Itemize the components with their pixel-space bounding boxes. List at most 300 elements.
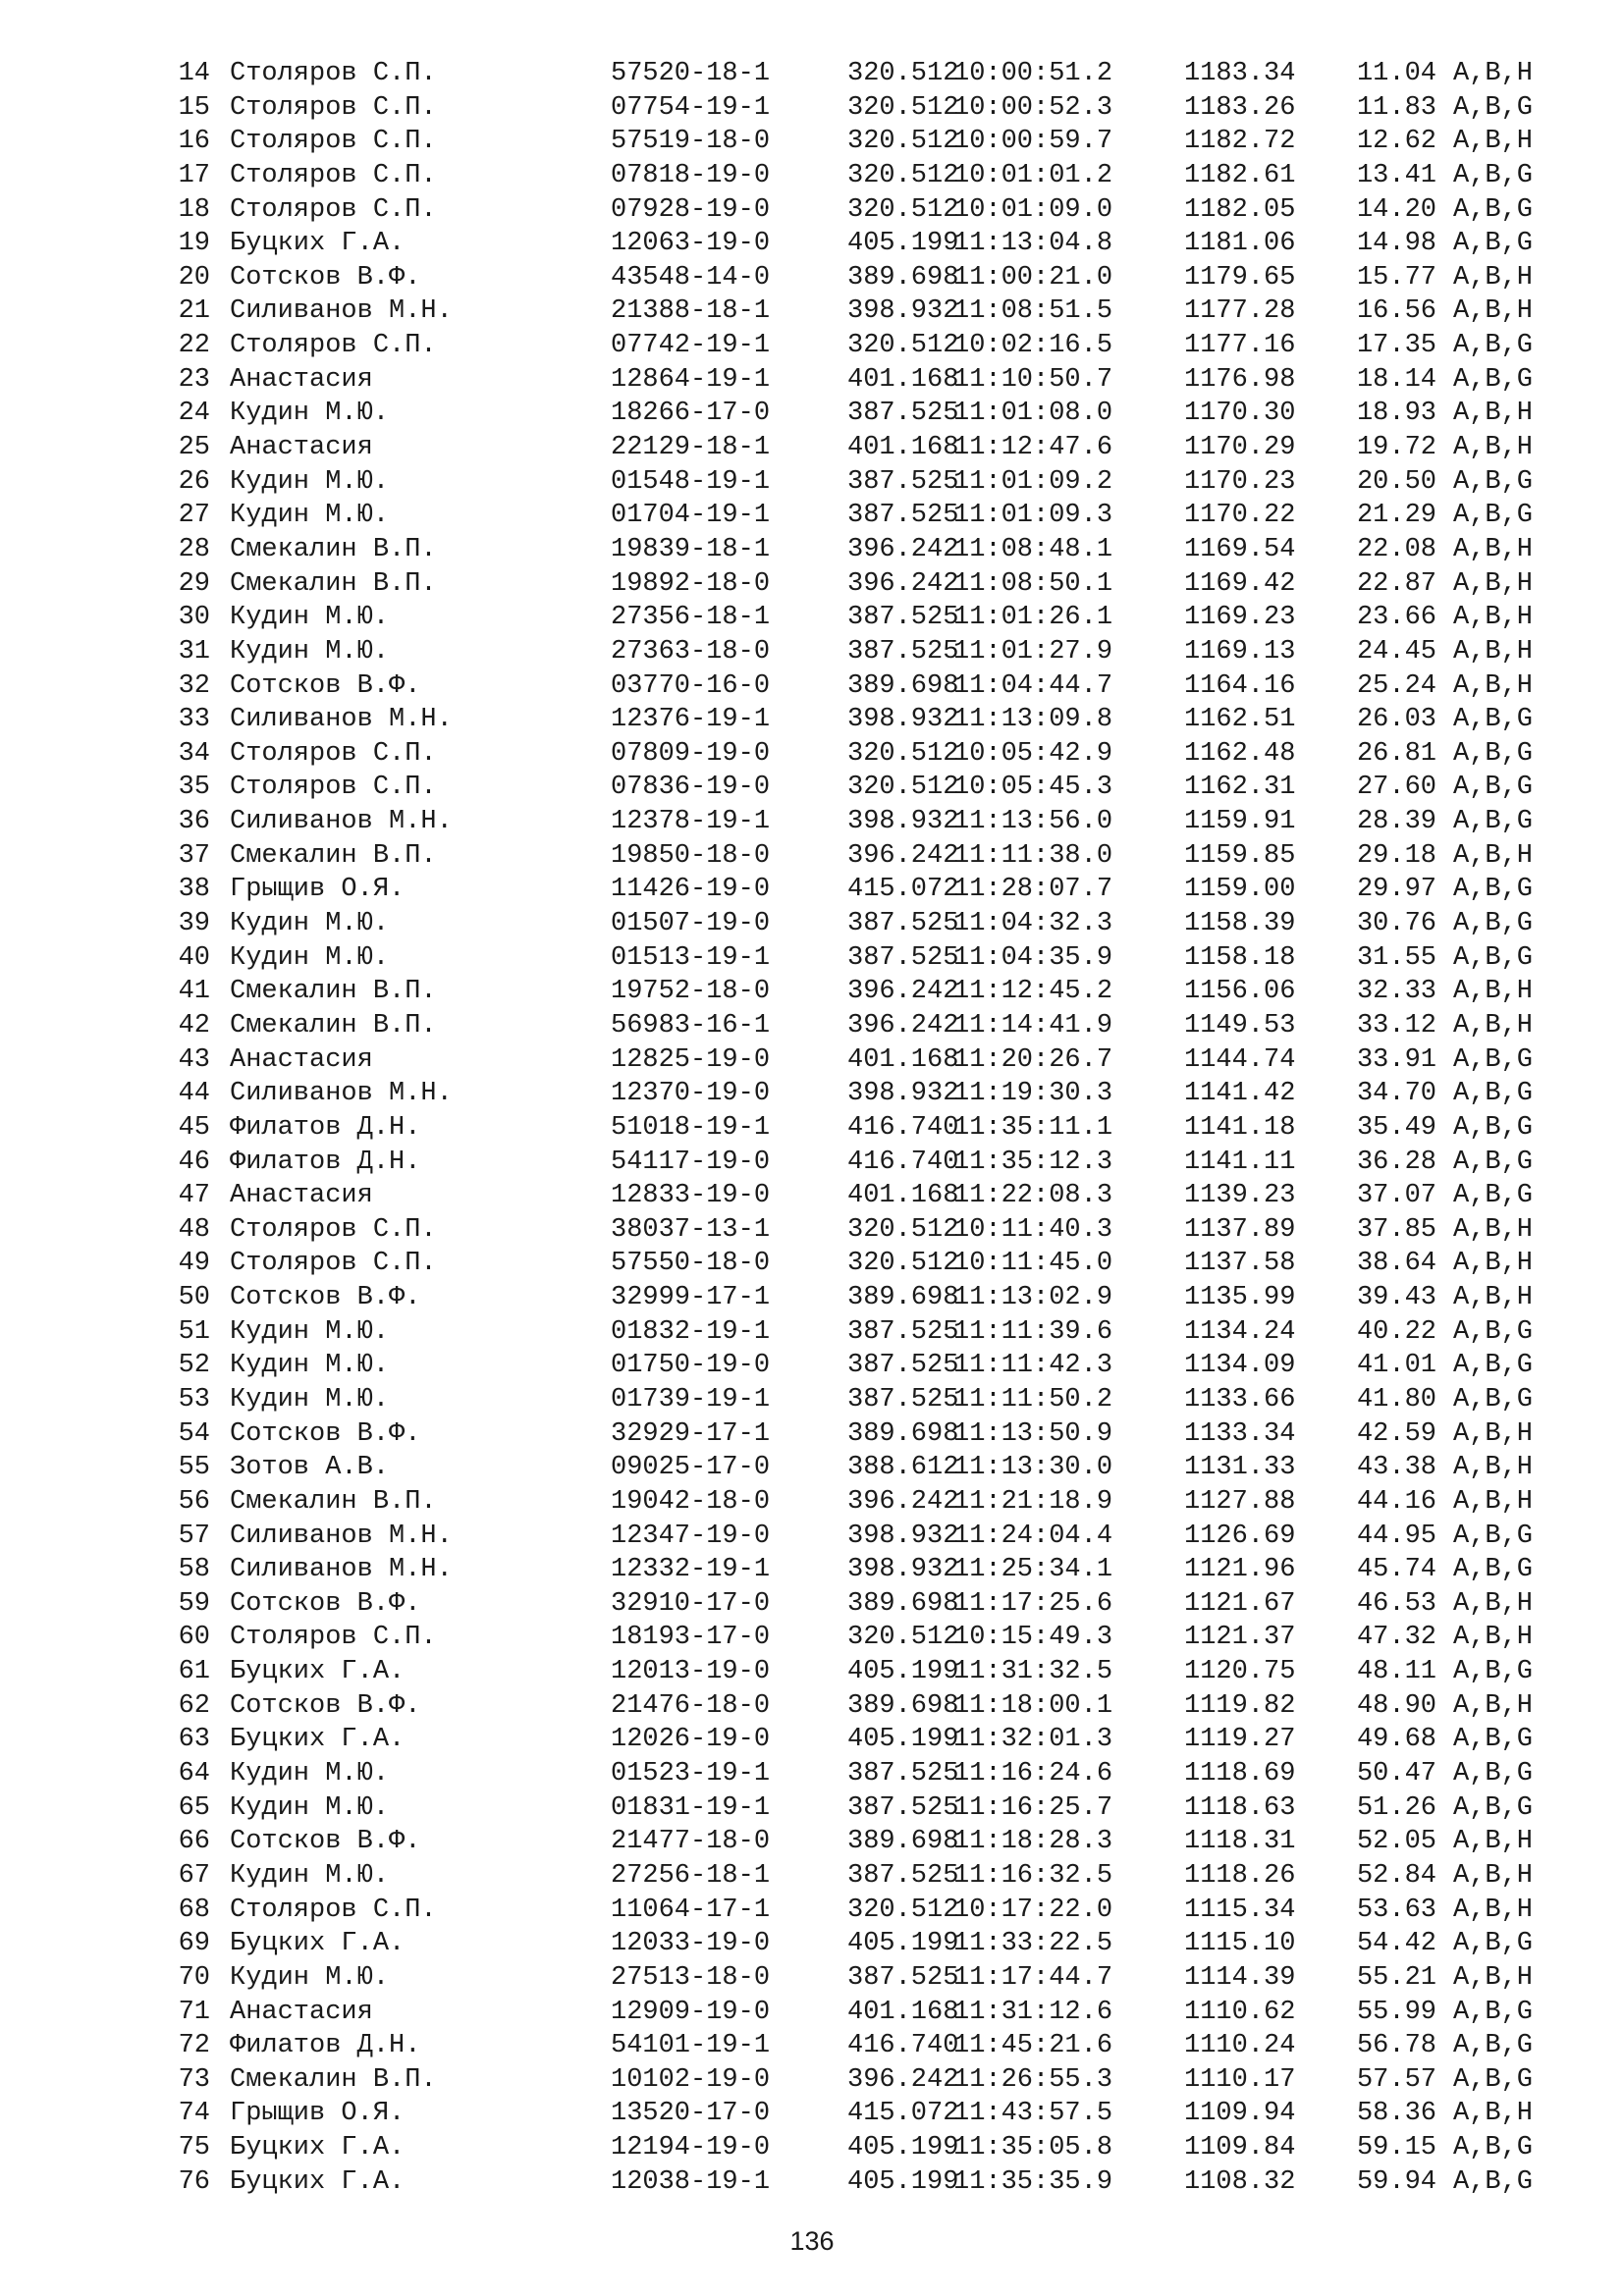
ring-number: 19850-18-0 bbox=[611, 840, 771, 871]
distance: 387.525 bbox=[847, 1316, 959, 1347]
table-row bbox=[175, 1757, 1569, 1791]
row-number: 70 bbox=[178, 1962, 210, 1993]
classes: A,B,G bbox=[1453, 1997, 1534, 2027]
speed: 1183.34 bbox=[1184, 59, 1296, 88]
table-row bbox=[175, 1859, 1569, 1894]
arrival-time: 11:13:30.0 bbox=[953, 1453, 1113, 1483]
coefficient: 14.98 bbox=[1356, 229, 1436, 259]
classes: A,B,G bbox=[1453, 229, 1534, 259]
row-number: 16 bbox=[178, 127, 210, 157]
row-number: 24 bbox=[178, 399, 210, 429]
distance: 389.698 bbox=[847, 1418, 959, 1449]
speed: 1141.42 bbox=[1184, 1079, 1296, 1109]
distance: 389.698 bbox=[847, 1690, 959, 1721]
distance: 387.525 bbox=[847, 1860, 959, 1891]
fancier-name: Смекалин В.П. bbox=[230, 534, 437, 564]
classes: A,B,G bbox=[1453, 1555, 1534, 1585]
fancier-name: Столяров С.П. bbox=[230, 738, 437, 769]
arrival-time: 11:14:41.9 bbox=[953, 1010, 1113, 1041]
coefficient: 35.49 bbox=[1356, 1112, 1436, 1143]
table-row bbox=[175, 1281, 1569, 1315]
table-row bbox=[175, 2029, 1569, 2063]
speed: 1159.00 bbox=[1184, 875, 1296, 905]
distance: 387.525 bbox=[847, 399, 959, 429]
arrival-time: 11:21:18.9 bbox=[953, 1486, 1113, 1517]
ring-number: 27256-18-1 bbox=[611, 1860, 771, 1891]
speed: 1169.42 bbox=[1184, 568, 1296, 599]
arrival-time: 11:17:44.7 bbox=[953, 1962, 1113, 1993]
table-row bbox=[175, 1349, 1569, 1383]
arrival-time: 11:16:25.7 bbox=[953, 1792, 1113, 1823]
table-row bbox=[175, 567, 1569, 602]
row-number: 32 bbox=[178, 670, 210, 701]
table-row bbox=[175, 1825, 1569, 1859]
fancier-name: Грыщив О.Я. bbox=[230, 2099, 406, 2129]
classes: A,B,G bbox=[1453, 501, 1534, 531]
table-row bbox=[175, 1961, 1569, 1996]
distance: 320.512 bbox=[847, 92, 959, 123]
speed: 1110.62 bbox=[1184, 1997, 1296, 2027]
row-number: 62 bbox=[178, 1690, 210, 1721]
arrival-time: 10:00:59.7 bbox=[953, 127, 1113, 157]
arrival-time: 10:15:49.3 bbox=[953, 1623, 1113, 1653]
coefficient: 26.03 bbox=[1356, 705, 1436, 735]
ring-number: 19042-18-0 bbox=[611, 1486, 771, 1517]
speed: 1182.05 bbox=[1184, 194, 1296, 225]
classes: A,B,G bbox=[1453, 773, 1534, 803]
table-row bbox=[175, 873, 1569, 907]
classes: A,B,H bbox=[1453, 977, 1534, 1007]
fancier-name: Столяров С.П. bbox=[230, 59, 437, 88]
row-number: 22 bbox=[178, 331, 210, 361]
ring-number: 01832-19-1 bbox=[611, 1316, 771, 1347]
speed: 1183.26 bbox=[1184, 92, 1296, 123]
distance: 398.932 bbox=[847, 1521, 959, 1551]
fancier-name: Силиванов М.Н. bbox=[230, 807, 453, 837]
arrival-time: 11:11:42.3 bbox=[953, 1351, 1113, 1381]
row-number: 65 bbox=[178, 1792, 210, 1823]
fancier-name: Кудин М.Ю. bbox=[230, 909, 390, 939]
row-number: 49 bbox=[178, 1249, 210, 1279]
table-row bbox=[175, 261, 1569, 295]
classes: A,B,G bbox=[1453, 1929, 1534, 1959]
ring-number: 32999-17-1 bbox=[611, 1283, 771, 1313]
arrival-time: 11:17:25.6 bbox=[953, 1588, 1113, 1619]
fancier-name: Филатов Д.Н. bbox=[230, 2031, 421, 2061]
ring-number: 01507-19-0 bbox=[611, 909, 771, 939]
arrival-time: 11:01:26.1 bbox=[953, 603, 1113, 633]
coefficient: 15.77 bbox=[1356, 262, 1436, 293]
distance: 387.525 bbox=[847, 466, 959, 497]
arrival-time: 11:28:07.7 bbox=[953, 875, 1113, 905]
speed: 1115.10 bbox=[1184, 1929, 1296, 1959]
speed: 1137.89 bbox=[1184, 1214, 1296, 1245]
ring-number: 57520-18-1 bbox=[611, 59, 771, 88]
ring-number: 12026-19-0 bbox=[611, 1725, 771, 1755]
coefficient: 21.29 bbox=[1356, 501, 1436, 531]
classes: A,B,H bbox=[1453, 1453, 1534, 1483]
fancier-name: Смекалин В.П. bbox=[230, 977, 437, 1007]
fancier-name: Силиванов М.Н. bbox=[230, 1555, 453, 1585]
distance: 401.168 bbox=[847, 1044, 959, 1075]
coefficient: 36.28 bbox=[1356, 1147, 1436, 1177]
distance: 389.698 bbox=[847, 1827, 959, 1857]
coefficient: 56.78 bbox=[1356, 2031, 1436, 2061]
classes: A,B,H bbox=[1453, 2099, 1534, 2129]
arrival-time: 10:11:40.3 bbox=[953, 1214, 1113, 1245]
fancier-name: Зотов А.В. bbox=[230, 1453, 390, 1483]
table-row bbox=[175, 159, 1569, 193]
arrival-time: 11:04:35.9 bbox=[953, 942, 1113, 973]
fancier-name: Силиванов М.Н. bbox=[230, 296, 453, 327]
classes: A,B,G bbox=[1453, 160, 1534, 190]
distance: 405.199 bbox=[847, 2133, 959, 2163]
speed: 1158.39 bbox=[1184, 909, 1296, 939]
coefficient: 19.72 bbox=[1356, 433, 1436, 463]
row-number: 71 bbox=[178, 1997, 210, 2027]
fancier-name: Филатов Д.Н. bbox=[230, 1112, 421, 1143]
distance: 398.932 bbox=[847, 705, 959, 735]
arrival-time: 11:25:34.1 bbox=[953, 1555, 1113, 1585]
coefficient: 38.64 bbox=[1356, 1249, 1436, 1279]
arrival-time: 11:16:32.5 bbox=[953, 1860, 1113, 1891]
classes: A,B,G bbox=[1453, 1792, 1534, 1823]
classes: A,B,H bbox=[1453, 1486, 1534, 1517]
row-number: 28 bbox=[178, 534, 210, 564]
speed: 1135.99 bbox=[1184, 1283, 1296, 1313]
row-number: 69 bbox=[178, 1929, 210, 1959]
classes: A,B,G bbox=[1453, 2166, 1534, 2197]
row-number: 67 bbox=[178, 1860, 210, 1891]
results-table bbox=[175, 57, 1569, 2199]
table-row bbox=[175, 294, 1569, 329]
fancier-name: Столяров С.П. bbox=[230, 127, 437, 157]
fancier-name: Кудин М.Ю. bbox=[230, 1962, 390, 1993]
classes: A,B,H bbox=[1453, 1827, 1534, 1857]
row-number: 33 bbox=[178, 705, 210, 735]
arrival-time: 11:16:24.6 bbox=[953, 1759, 1113, 1789]
row-number: 75 bbox=[178, 2133, 210, 2163]
speed: 1156.06 bbox=[1184, 977, 1296, 1007]
ring-number: 12038-19-1 bbox=[611, 2166, 771, 2197]
arrival-time: 11:22:08.3 bbox=[953, 1181, 1113, 1211]
distance: 405.199 bbox=[847, 229, 959, 259]
ring-number: 43548-14-0 bbox=[611, 262, 771, 293]
ring-number: 12063-19-0 bbox=[611, 229, 771, 259]
classes: A,B,G bbox=[1453, 909, 1534, 939]
table-row bbox=[175, 805, 1569, 839]
classes: A,B,G bbox=[1453, 942, 1534, 973]
ring-number: 12833-19-0 bbox=[611, 1181, 771, 1211]
ring-number: 51018-19-1 bbox=[611, 1112, 771, 1143]
table-row bbox=[175, 329, 1569, 363]
distance: 396.242 bbox=[847, 2064, 959, 2095]
speed: 1134.24 bbox=[1184, 1316, 1296, 1347]
fancier-name: Кудин М.Ю. bbox=[230, 1860, 390, 1891]
table-row bbox=[175, 363, 1569, 398]
classes: A,B,G bbox=[1453, 364, 1534, 395]
distance: 387.525 bbox=[847, 1759, 959, 1789]
classes: A,B,G bbox=[1453, 2064, 1534, 2095]
row-number: 20 bbox=[178, 262, 210, 293]
table-row bbox=[175, 227, 1569, 261]
classes: A,B,G bbox=[1453, 1112, 1534, 1143]
speed: 1131.33 bbox=[1184, 1453, 1296, 1483]
arrival-time: 11:12:47.6 bbox=[953, 433, 1113, 463]
table-row bbox=[175, 533, 1569, 567]
ring-number: 01831-19-1 bbox=[611, 1792, 771, 1823]
fancier-name: Столяров С.П. bbox=[230, 1214, 437, 1245]
table-row bbox=[175, 2097, 1569, 2131]
speed: 1149.53 bbox=[1184, 1010, 1296, 1041]
speed: 1170.29 bbox=[1184, 433, 1296, 463]
table-row bbox=[175, 1689, 1569, 1724]
classes: A,B,G bbox=[1453, 2031, 1534, 2061]
arrival-time: 11:35:12.3 bbox=[953, 1147, 1113, 1177]
distance: 387.525 bbox=[847, 1962, 959, 1993]
distance: 401.168 bbox=[847, 1181, 959, 1211]
speed: 1170.22 bbox=[1184, 501, 1296, 531]
classes: A,B,G bbox=[1453, 1384, 1534, 1415]
ring-number: 38037-13-1 bbox=[611, 1214, 771, 1245]
coefficient: 27.60 bbox=[1356, 773, 1436, 803]
arrival-time: 11:04:32.3 bbox=[953, 909, 1113, 939]
coefficient: 22.08 bbox=[1356, 534, 1436, 564]
distance: 388.612 bbox=[847, 1453, 959, 1483]
arrival-time: 10:01:09.0 bbox=[953, 194, 1113, 225]
row-number: 73 bbox=[178, 2064, 210, 2095]
row-number: 44 bbox=[178, 1079, 210, 1109]
classes: A,B,G bbox=[1453, 1147, 1534, 1177]
row-number: 52 bbox=[178, 1351, 210, 1381]
coefficient: 13.41 bbox=[1356, 160, 1436, 190]
coefficient: 22.87 bbox=[1356, 568, 1436, 599]
row-number: 23 bbox=[178, 364, 210, 395]
ring-number: 01523-19-1 bbox=[611, 1759, 771, 1789]
classes: A,B,G bbox=[1453, 1044, 1534, 1075]
table-row bbox=[175, 1451, 1569, 1485]
table-row bbox=[175, 1009, 1569, 1043]
coefficient: 39.43 bbox=[1356, 1283, 1436, 1313]
speed: 1118.31 bbox=[1184, 1827, 1296, 1857]
coefficient: 14.20 bbox=[1356, 194, 1436, 225]
coefficient: 34.70 bbox=[1356, 1079, 1436, 1109]
classes: A,B,G bbox=[1453, 1521, 1534, 1551]
table-row bbox=[175, 1791, 1569, 1826]
arrival-time: 11:13:09.8 bbox=[953, 705, 1113, 735]
classes: A,B,G bbox=[1453, 875, 1534, 905]
fancier-name: Кудин М.Ю. bbox=[230, 603, 390, 633]
speed: 1118.26 bbox=[1184, 1860, 1296, 1891]
distance: 320.512 bbox=[847, 1895, 959, 1925]
table-row bbox=[175, 771, 1569, 805]
row-number: 50 bbox=[178, 1283, 210, 1313]
arrival-time: 11:01:08.0 bbox=[953, 399, 1113, 429]
classes: A,B,G bbox=[1453, 1181, 1534, 1211]
speed: 1181.06 bbox=[1184, 229, 1296, 259]
speed: 1176.98 bbox=[1184, 364, 1296, 395]
ring-number: 10102-19-0 bbox=[611, 2064, 771, 2095]
ring-number: 12864-19-1 bbox=[611, 364, 771, 395]
arrival-time: 10:11:45.0 bbox=[953, 1249, 1113, 1279]
arrival-time: 10:02:16.5 bbox=[953, 331, 1113, 361]
classes: A,B,H bbox=[1453, 1895, 1534, 1925]
speed: 1118.69 bbox=[1184, 1759, 1296, 1789]
fancier-name: Столяров С.П. bbox=[230, 1249, 437, 1279]
distance: 405.199 bbox=[847, 1929, 959, 1959]
coefficient: 11.83 bbox=[1356, 92, 1436, 123]
arrival-time: 11:08:51.5 bbox=[953, 296, 1113, 327]
speed: 1182.72 bbox=[1184, 127, 1296, 157]
arrival-time: 11:01:09.3 bbox=[953, 501, 1113, 531]
row-number: 18 bbox=[178, 194, 210, 225]
coefficient: 41.01 bbox=[1356, 1351, 1436, 1381]
coefficient: 48.11 bbox=[1356, 1657, 1436, 1687]
classes: A,B,H bbox=[1453, 1860, 1534, 1891]
speed: 1134.09 bbox=[1184, 1351, 1296, 1381]
distance: 320.512 bbox=[847, 331, 959, 361]
arrival-time: 11:19:30.3 bbox=[953, 1079, 1113, 1109]
ring-number: 54117-19-0 bbox=[611, 1147, 771, 1177]
arrival-time: 11:12:45.2 bbox=[953, 977, 1113, 1007]
row-number: 48 bbox=[178, 1214, 210, 1245]
fancier-name: Анастасия bbox=[230, 1997, 373, 2027]
speed: 1162.48 bbox=[1184, 738, 1296, 769]
arrival-time: 10:05:42.9 bbox=[953, 738, 1113, 769]
ring-number: 07818-19-0 bbox=[611, 160, 771, 190]
ring-number: 12194-19-0 bbox=[611, 2133, 771, 2163]
speed: 1169.23 bbox=[1184, 603, 1296, 633]
classes: A,B,H bbox=[1453, 1962, 1534, 1993]
classes: A,B,G bbox=[1453, 1759, 1534, 1789]
table-row bbox=[175, 1179, 1569, 1213]
ring-number: 12909-19-0 bbox=[611, 1997, 771, 2027]
speed: 1179.65 bbox=[1184, 262, 1296, 293]
row-number: 19 bbox=[178, 229, 210, 259]
coefficient: 18.14 bbox=[1356, 364, 1436, 395]
table-row bbox=[175, 1485, 1569, 1520]
distance: 387.525 bbox=[847, 603, 959, 633]
ring-number: 07742-19-1 bbox=[611, 331, 771, 361]
distance: 320.512 bbox=[847, 160, 959, 190]
distance: 320.512 bbox=[847, 773, 959, 803]
classes: A,B,G bbox=[1453, 194, 1534, 225]
coefficient: 37.85 bbox=[1356, 1214, 1436, 1245]
classes: A,B,G bbox=[1453, 705, 1534, 735]
speed: 1121.67 bbox=[1184, 1588, 1296, 1619]
coefficient: 33.12 bbox=[1356, 1010, 1436, 1041]
row-number: 56 bbox=[178, 1486, 210, 1517]
coefficient: 57.57 bbox=[1356, 2064, 1436, 2095]
fancier-name: Буцких Г.А. bbox=[230, 2133, 406, 2163]
distance: 389.698 bbox=[847, 1283, 959, 1313]
coefficient: 18.93 bbox=[1356, 399, 1436, 429]
row-number: 64 bbox=[178, 1759, 210, 1789]
ring-number: 01739-19-1 bbox=[611, 1384, 771, 1415]
table-row bbox=[175, 1996, 1569, 2030]
row-number: 68 bbox=[178, 1895, 210, 1925]
fancier-name: Столяров С.П. bbox=[230, 1895, 437, 1925]
row-number: 45 bbox=[178, 1112, 210, 1143]
arrival-time: 10:17:22.0 bbox=[953, 1895, 1113, 1925]
row-number: 41 bbox=[178, 977, 210, 1007]
ring-number: 12013-19-0 bbox=[611, 1657, 771, 1687]
coefficient: 53.63 bbox=[1356, 1895, 1436, 1925]
classes: A,B,G bbox=[1453, 1657, 1534, 1687]
fancier-name: Сотсков В.Ф. bbox=[230, 1690, 421, 1721]
fancier-name: Смекалин В.П. bbox=[230, 1486, 437, 1517]
arrival-time: 10:00:51.2 bbox=[953, 59, 1113, 88]
speed: 1133.34 bbox=[1184, 1418, 1296, 1449]
row-number: 46 bbox=[178, 1147, 210, 1177]
coefficient: 20.50 bbox=[1356, 466, 1436, 497]
coefficient: 29.18 bbox=[1356, 840, 1436, 871]
ring-number: 12033-19-0 bbox=[611, 1929, 771, 1959]
coefficient: 30.76 bbox=[1356, 909, 1436, 939]
ring-number: 07836-19-0 bbox=[611, 773, 771, 803]
table-row bbox=[175, 601, 1569, 635]
coefficient: 31.55 bbox=[1356, 942, 1436, 973]
fancier-name: Буцких Г.А. bbox=[230, 1929, 406, 1959]
ring-number: 07809-19-0 bbox=[611, 738, 771, 769]
distance: 416.740 bbox=[847, 2031, 959, 2061]
classes: A,B,H bbox=[1453, 1283, 1534, 1313]
ring-number: 11064-17-1 bbox=[611, 1895, 771, 1925]
arrival-time: 11:18:28.3 bbox=[953, 1827, 1113, 1857]
ring-number: 27513-18-0 bbox=[611, 1962, 771, 1993]
classes: A,B,H bbox=[1453, 1010, 1534, 1041]
row-number: 26 bbox=[178, 466, 210, 497]
speed: 1144.74 bbox=[1184, 1044, 1296, 1075]
fancier-name: Кудин М.Ю. bbox=[230, 1316, 390, 1347]
table-row bbox=[175, 1520, 1569, 1554]
table-row bbox=[175, 1146, 1569, 1180]
distance: 387.525 bbox=[847, 501, 959, 531]
ring-number: 01548-19-1 bbox=[611, 466, 771, 497]
arrival-time: 11:24:04.4 bbox=[953, 1521, 1113, 1551]
classes: A,B,G bbox=[1453, 92, 1534, 123]
coefficient: 51.26 bbox=[1356, 1792, 1436, 1823]
classes: A,B,H bbox=[1453, 399, 1534, 429]
arrival-time: 11:13:56.0 bbox=[953, 807, 1113, 837]
distance: 387.525 bbox=[847, 942, 959, 973]
arrival-time: 11:13:50.9 bbox=[953, 1418, 1113, 1449]
speed: 1177.16 bbox=[1184, 331, 1296, 361]
fancier-name: Кудин М.Ю. bbox=[230, 1792, 390, 1823]
fancier-name: Смекалин В.П. bbox=[230, 2064, 437, 2095]
arrival-time: 11:13:02.9 bbox=[953, 1283, 1113, 1313]
fancier-name: Столяров С.П. bbox=[230, 1623, 437, 1653]
speed: 1109.94 bbox=[1184, 2099, 1296, 2129]
fancier-name: Силиванов М.Н. bbox=[230, 705, 453, 735]
ring-number: 09025-17-0 bbox=[611, 1453, 771, 1483]
speed: 1170.23 bbox=[1184, 466, 1296, 497]
row-number: 76 bbox=[178, 2166, 210, 2197]
arrival-time: 11:45:21.6 bbox=[953, 2031, 1113, 2061]
distance: 398.932 bbox=[847, 1555, 959, 1585]
coefficient: 11.04 bbox=[1356, 59, 1436, 88]
table-row bbox=[175, 1247, 1569, 1281]
fancier-name: Буцких Г.А. bbox=[230, 1657, 406, 1687]
arrival-time: 11:35:11.1 bbox=[953, 1112, 1113, 1143]
ring-number: 03770-16-0 bbox=[611, 670, 771, 701]
row-number: 74 bbox=[178, 2099, 210, 2129]
classes: A,B,H bbox=[1453, 670, 1534, 701]
classes: A,B,G bbox=[1453, 1079, 1534, 1109]
classes: A,B,H bbox=[1453, 127, 1534, 157]
classes: A,B,H bbox=[1453, 296, 1534, 327]
classes: A,B,H bbox=[1453, 568, 1534, 599]
